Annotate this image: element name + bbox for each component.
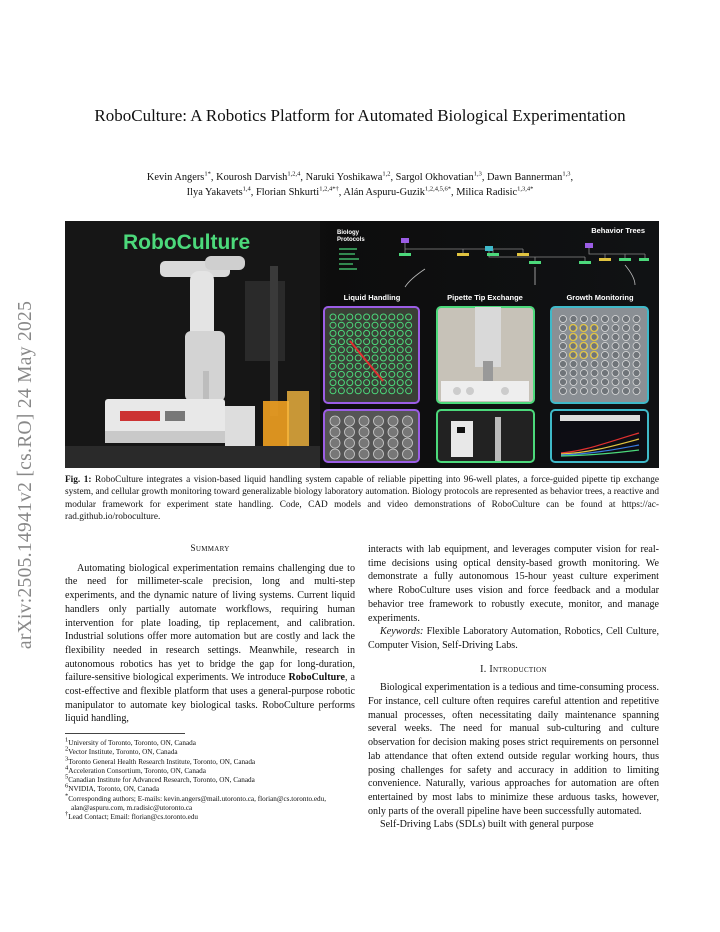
footnote-marker: 1 [65,736,69,744]
well [581,370,588,377]
well [623,334,630,341]
panel-liquid-handling [324,307,419,462]
well [560,316,567,323]
well [359,427,369,437]
footnote-text: Acceleration Consortium, Toronto, ON, Canada [68,766,206,775]
well [602,334,609,341]
well [374,438,384,448]
author-name: Naruki Yoshikawa [305,172,383,183]
figure-caption [65,474,659,524]
well [388,427,398,437]
well [345,438,355,448]
well [612,325,619,332]
footnote [65,755,355,767]
well [602,325,609,332]
well [591,388,598,395]
author-list [70,171,650,200]
well [570,361,577,368]
arxiv-stamp-text: arXiv:2505.14941v2 [cs.RO] 24 May 2025 [15,300,36,650]
well [602,361,609,368]
footnote [65,764,355,776]
well [330,449,340,459]
well [345,416,355,426]
caption-label: Fig. 1: [65,475,92,485]
author-name: Kevin Angers [146,172,205,183]
well [633,316,640,323]
author-line-2: Ilya Yakavets$^{1,4}$, Florian Shkurti$^{1,2,4*\dagger}$, Alán Aspuru-Guzik$^{1,2,4,5,6*}$, Milica Radisic$^{1,3,4*}$ [186,185,534,198]
author-name: Alán Aspuru-Guzik [343,186,425,198]
well [633,370,640,377]
footnote-marker: 2 [65,745,69,753]
footnote [65,785,355,794]
panel-tip-exchange [437,307,534,462]
protocols-label-line: Biology [337,230,359,236]
panel-liquid-label: Liquid Handling [343,293,401,302]
well [612,379,619,386]
well [560,370,567,377]
well [388,438,398,448]
footnote-text: Corresponding authors; E-mails: kevin.angers@mail.utoronto.ca, florian@cs.toronto.edu, alan@aspuru.com, m.radisic@utoronto.ca [68,794,327,813]
well [570,388,577,395]
well [633,388,640,395]
well [612,388,619,395]
well [623,316,630,323]
well [602,352,609,359]
author-affiliation: 1,3 [473,170,482,178]
author-affiliation: 1,2 [382,170,391,178]
author-name: Milica Radisic [456,186,518,198]
well [403,449,413,459]
well [581,379,588,386]
keywords-label: Keywords: [380,626,424,638]
footnote-text: Vector Institute, Toronto, ON, Canada [68,748,178,757]
well [570,316,577,323]
well [359,438,369,448]
well [560,379,567,386]
protocols-label-line: Protocols [337,237,365,243]
brand-label: RoboCulture [123,231,251,254]
footnote-marker: 5 [65,773,69,781]
well [602,316,609,323]
well [330,427,340,437]
footnote-text: Lead Contact; Email: florian@cs.toronto.edu [68,813,199,822]
footnote [65,792,355,814]
well [560,352,567,359]
author-affiliation: 1,3 [562,170,571,178]
author-name: Sargol Okhovatian [395,172,474,183]
well [403,416,413,426]
well [602,388,609,395]
keywords-text: Flexible Laboratory Automation, Robotics, Cell Culture, Computer Vision, Self-Driving Labs. [368,626,659,651]
well [623,343,630,350]
well [623,379,630,386]
panel-growth-label: Growth Monitoring [566,293,634,302]
figure-1 [65,221,659,468]
well [345,449,355,459]
well [633,334,640,341]
author-affiliation: 1,2,4*† [319,185,339,193]
well [581,388,588,395]
summary-continuation: interacts with lab equipment, and leverages computer vision for real-time decisions using optical density-based growth monitoring. We demonstrate a fully autonomous 15-hour yeast culture experiment where RoboCulture uses vision and force feedback and a modular behavior tree framework to robustly execute, monitor, and manage experiments. [368,544,659,624]
panel-growth-monitoring [551,307,648,462]
well [570,370,577,377]
well [359,449,369,459]
well [388,416,398,426]
well [403,427,413,437]
author-name: Ilya Yakavets [186,186,243,198]
well [374,449,384,459]
caption-text: RoboCulture integrates a vision-based liquid handling system capable of reliable pipetting into 96-well plates, a force-guided pipette tip exchange system, and cellular growth monitoring toward generalizable biology laboratory automation. Biology protocols are represented as behavior trees, a reactive and modular framework for experiment state handling. Code, CAD models and video demonstrations of RoboCulture can be found at https://ac-rad.github.io/roboculture. [65,475,660,523]
well [581,361,588,368]
well [612,316,619,323]
intro-heading: I. Introduction [480,663,547,675]
author-name: Kourosh Darvish [216,172,288,183]
well [560,325,567,332]
well [633,343,640,350]
footnote-rule [65,733,185,734]
well [602,343,609,350]
panel-tip-label: Pipette Tip Exchange [447,293,523,302]
well [612,361,619,368]
well [374,416,384,426]
well [560,343,567,350]
paper-title: RoboCulture: A Robotics Platform for Automated Biological Experimentation [94,106,626,125]
well [591,370,598,377]
well [591,316,598,323]
intro-paragraph-2: Self-Driving Labs (SDLs) built with general purpose [380,819,594,831]
author-name: Dawn Bannerman [487,172,563,183]
summary-bold-name: RoboCulture [288,672,345,684]
well [345,427,355,437]
footnote-marker: 3 [65,755,69,763]
well [602,379,609,386]
well [330,416,340,426]
well [612,352,619,359]
summary-paragraph [65,562,355,726]
well [633,361,640,368]
footnote-text: Canadian Institute for Advanced Research, Toronto, ON, Canada [68,776,255,785]
footnote [65,745,355,757]
footnote-marker: 4 [65,764,69,772]
footnote-text: NVIDIA, Toronto, ON, Canada [68,785,160,794]
robot-photo [65,221,320,468]
footnote [65,810,355,822]
well [359,416,369,426]
well [623,361,630,368]
well [633,325,640,332]
well [612,370,619,377]
well [403,438,413,448]
author-affiliation: 1,4 [242,185,251,193]
well [591,361,598,368]
keywords [368,625,659,652]
well [374,427,384,437]
well [560,388,567,395]
well [560,334,567,341]
footnote-marker: * [65,792,69,800]
summary-heading: Summary [190,544,230,554]
well [623,388,630,395]
arxiv-stamp [6,255,46,695]
author-affiliation: 1* [204,170,211,178]
well [560,361,567,368]
footnotes [65,736,355,823]
well [602,370,609,377]
well [591,379,598,386]
well [633,352,640,359]
summary-text-a: Automating biological experimentation remains challenging due to the need for millimeter-scale precision, long and multi-step experiments, and the dynamic nature of living systems. Current liquid handlers only partially automate workflows, requiring human intervention for plate loading, tip replacement, and calibration. Industrial solutions offer more automation but are costly and lack the flexibility needed in research settings. Meanwhile, research in autonomous robotics has yet to bridge the gap for long-duration, failure-sensitive biological experiments. We introduce [65,562,355,684]
right-column [368,543,659,832]
footnote-marker: † [65,810,69,818]
well [330,438,340,448]
footnote-text: Toronto General Health Research Institute, Toronto, ON, Canada [68,757,256,766]
footnote-text: University of Toronto, Toronto, ON, Canada [68,739,196,747]
figure-illustration [65,221,659,468]
well [623,352,630,359]
well [570,379,577,386]
well [581,316,588,323]
behavior-trees-label: Behavior Trees [591,226,645,235]
left-column [65,543,355,726]
author-name: Florian Shkurti [255,186,320,198]
well [623,325,630,332]
well [623,370,630,377]
author-line-1: Kevin Angers$^{1*}$, Kourosh Darvish$^{1,2,4}$, Naruki Yoshikawa$^{1,2}$, Sargol Okhovatian$^{1,3}$, Dawn Bannerman$^{1,3}$, [146,170,574,183]
footnote [65,736,355,748]
well [633,379,640,386]
summary-text-b: , a cost-effective and flexible platform that uses a general-purpose robotic manipulator to automate key biological tasks. RoboCulture performs liquid handling, [65,672,355,725]
well [388,449,398,459]
author-affiliation: 1,2,4,5,6* [425,185,451,193]
author-affiliation: 1,3,4* [517,185,534,193]
well [612,343,619,350]
footnote-marker: 6 [65,783,69,791]
well [612,334,619,341]
author-affiliation: 1,2,4 [287,170,301,178]
intro-paragraph-1: Biological experimentation is a tedious and time-consuming process. For instance, cell culture often requires careful attention and repetitive manual processes, often necessitating daily maintenance spanning several weeks. The need for manual sub-culturing and culture observation for decision making poses strict requirements on personnel lab attendance that often extend outside regular working hours, thus posing challenges for safety and accuracy in addition to limiting convenience. Naturally, various approaches for automation are often entertained by most labs to minimize these arduous tasks, however, only parts of the overall pipeline have been successfully automated. [368,682,659,817]
